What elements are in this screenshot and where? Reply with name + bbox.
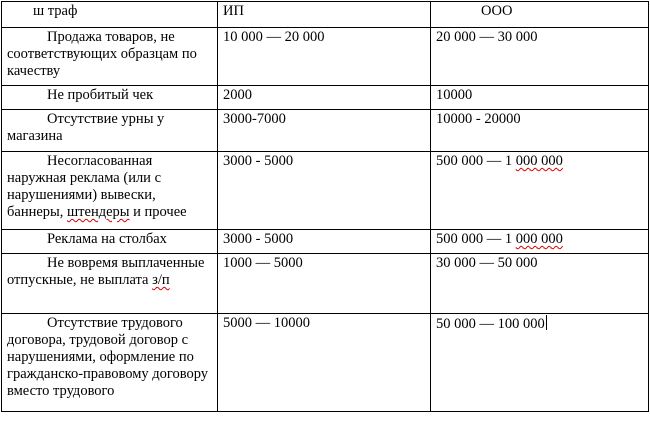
table-row <box>2 28 649 86</box>
ip-fine-text: 3000 - 5000 <box>223 231 294 247</box>
violation-cell[interactable] <box>2 28 218 86</box>
header-ooo-text: ООО <box>481 3 513 19</box>
fines-table <box>1 1 649 412</box>
ip-fine-text: 5000 — 10000 <box>223 315 310 331</box>
header-fine[interactable] <box>2 2 218 28</box>
ooo-fine-cell[interactable] <box>431 152 649 230</box>
violation-text: Отсутствие трудового договора, трудовой договор с нарушениями, оформление по гражданско-правовому договору вместо трудового <box>7 315 209 399</box>
table-row <box>2 314 649 412</box>
header-ooo[interactable] <box>431 2 649 28</box>
spellcheck-word: 000 000 <box>515 153 563 169</box>
ip-fine-cell[interactable] <box>218 28 431 86</box>
violation-text: Отсутствие урны у магазина <box>7 111 165 144</box>
spellcheck-word: 000 000 <box>515 231 563 247</box>
ooo-fine-cell[interactable] <box>431 110 649 152</box>
ip-fine-cell[interactable] <box>218 230 431 254</box>
table-row <box>2 230 649 254</box>
ip-fine-text: 3000-7000 <box>223 111 286 127</box>
violation-text: Продажа товаров, не соответствующих образцам по качеству <box>7 29 197 79</box>
ooo-fine-cell[interactable] <box>431 28 649 86</box>
ip-fine-text: 10 000 — 20 000 <box>223 29 325 45</box>
ooo-fine-text: 500 000 — 1 <box>436 231 516 247</box>
violation-text: Не вовремя выплаченные отпускные, не выплата <box>7 255 205 288</box>
header-ip[interactable] <box>218 2 431 28</box>
ooo-fine-cell[interactable] <box>431 86 649 110</box>
table-row <box>2 152 649 230</box>
ooo-fine-cell[interactable] <box>431 254 649 314</box>
spellcheck-word: штендеры <box>67 204 130 220</box>
ooo-fine-text: 20 000 — 30 000 <box>436 29 538 45</box>
ooo-fine-text: 10000 - 20000 <box>436 111 521 127</box>
violation-text-end: и прочее <box>129 204 187 220</box>
ooo-fine-cell[interactable] <box>431 230 649 254</box>
ooo-fine-text: 50 000 — 100 000 <box>436 316 545 332</box>
table-row <box>2 86 649 110</box>
ip-fine-text: 2000 <box>223 87 252 103</box>
violation-text: Реклама на столбах <box>47 231 167 247</box>
ooo-fine-text: 30 000 — 50 000 <box>436 255 538 271</box>
spellcheck-word: з/п <box>152 272 170 288</box>
table-row <box>2 110 649 152</box>
violation-cell[interactable] <box>2 152 218 230</box>
ip-fine-cell[interactable] <box>218 254 431 314</box>
header-fine-text: ш траф <box>33 3 78 19</box>
ooo-fine-text: 500 000 — 1 <box>436 153 516 169</box>
violation-cell[interactable] <box>2 230 218 254</box>
violation-cell[interactable] <box>2 254 218 314</box>
ip-fine-cell[interactable] <box>218 110 431 152</box>
ip-fine-text: 1000 — 5000 <box>223 255 303 271</box>
ip-fine-text: 3000 - 5000 <box>223 153 294 169</box>
ip-fine-cell[interactable] <box>218 86 431 110</box>
violation-cell[interactable] <box>2 86 218 110</box>
violation-text: Не пробитый чек <box>47 87 154 103</box>
ip-fine-cell[interactable] <box>218 152 431 230</box>
ooo-fine-text: 10000 <box>436 87 473 103</box>
ooo-fine-cell[interactable] <box>431 314 649 412</box>
ip-fine-cell[interactable] <box>218 314 431 412</box>
violation-cell[interactable] <box>2 110 218 152</box>
violation-text: Несогласованная наружная реклама (или с нарушениями) вывески, баннеры, <box>7 153 162 220</box>
table-row <box>2 254 649 314</box>
violation-cell[interactable] <box>2 314 218 412</box>
header-ip-text: ИП <box>223 3 244 19</box>
table-header-row <box>2 2 649 28</box>
text-cursor <box>546 315 547 330</box>
